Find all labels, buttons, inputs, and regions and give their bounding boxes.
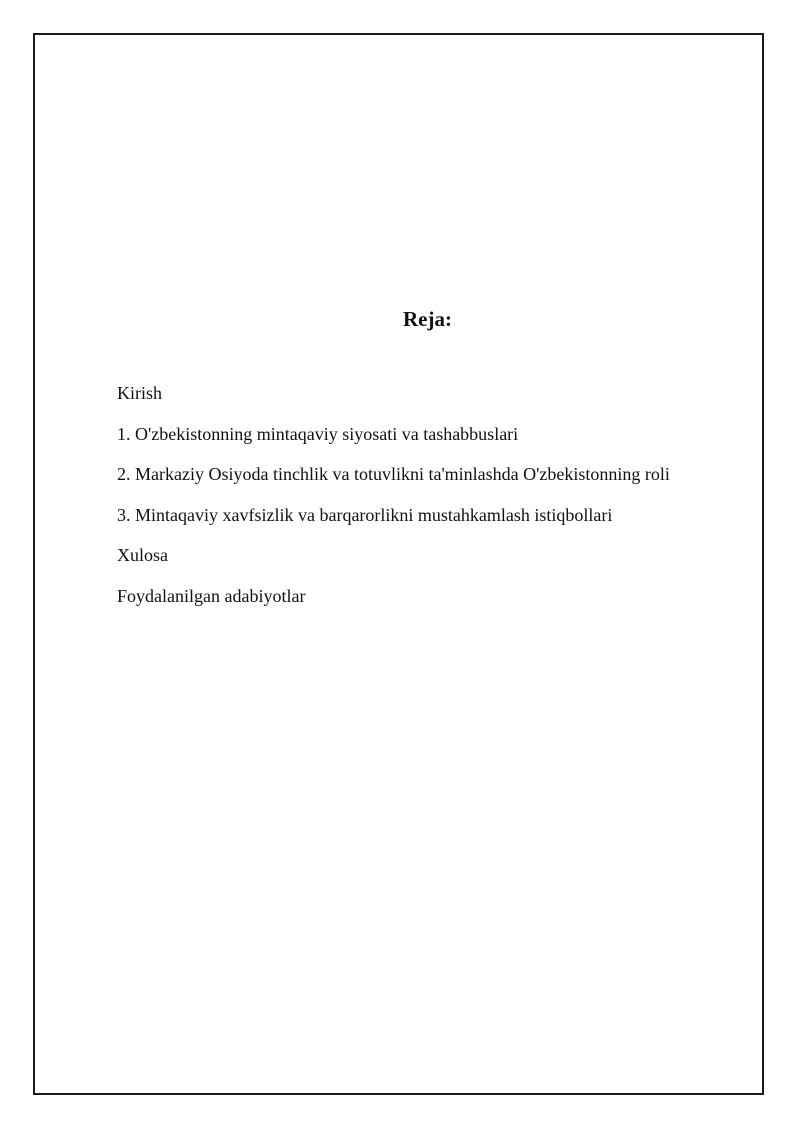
plan-item-references: Foydalanilgan adabiyotlar [117, 585, 306, 606]
plan-item-conclusion: Xulosa [117, 545, 168, 566]
plan-item-1: 1. O'zbekistonning mintaqaviy siyosati va tashabbuslari [117, 423, 519, 444]
plan-list [117, 383, 670, 627]
page-border [33, 33, 764, 1095]
plan-title: Reja: [403, 307, 452, 331]
plan-item-introduction: Kirish [117, 383, 162, 403]
plan-item-2: 2. Markaziy Osiyoda tinchlik va totuvlikni ta'minlashda O'zbekistonning roli [117, 464, 670, 485]
plan-item-3: 3. Mintaqaviy xavfsizlik va barqarorlikni mustahkamlash istiqbollari [117, 504, 613, 525]
